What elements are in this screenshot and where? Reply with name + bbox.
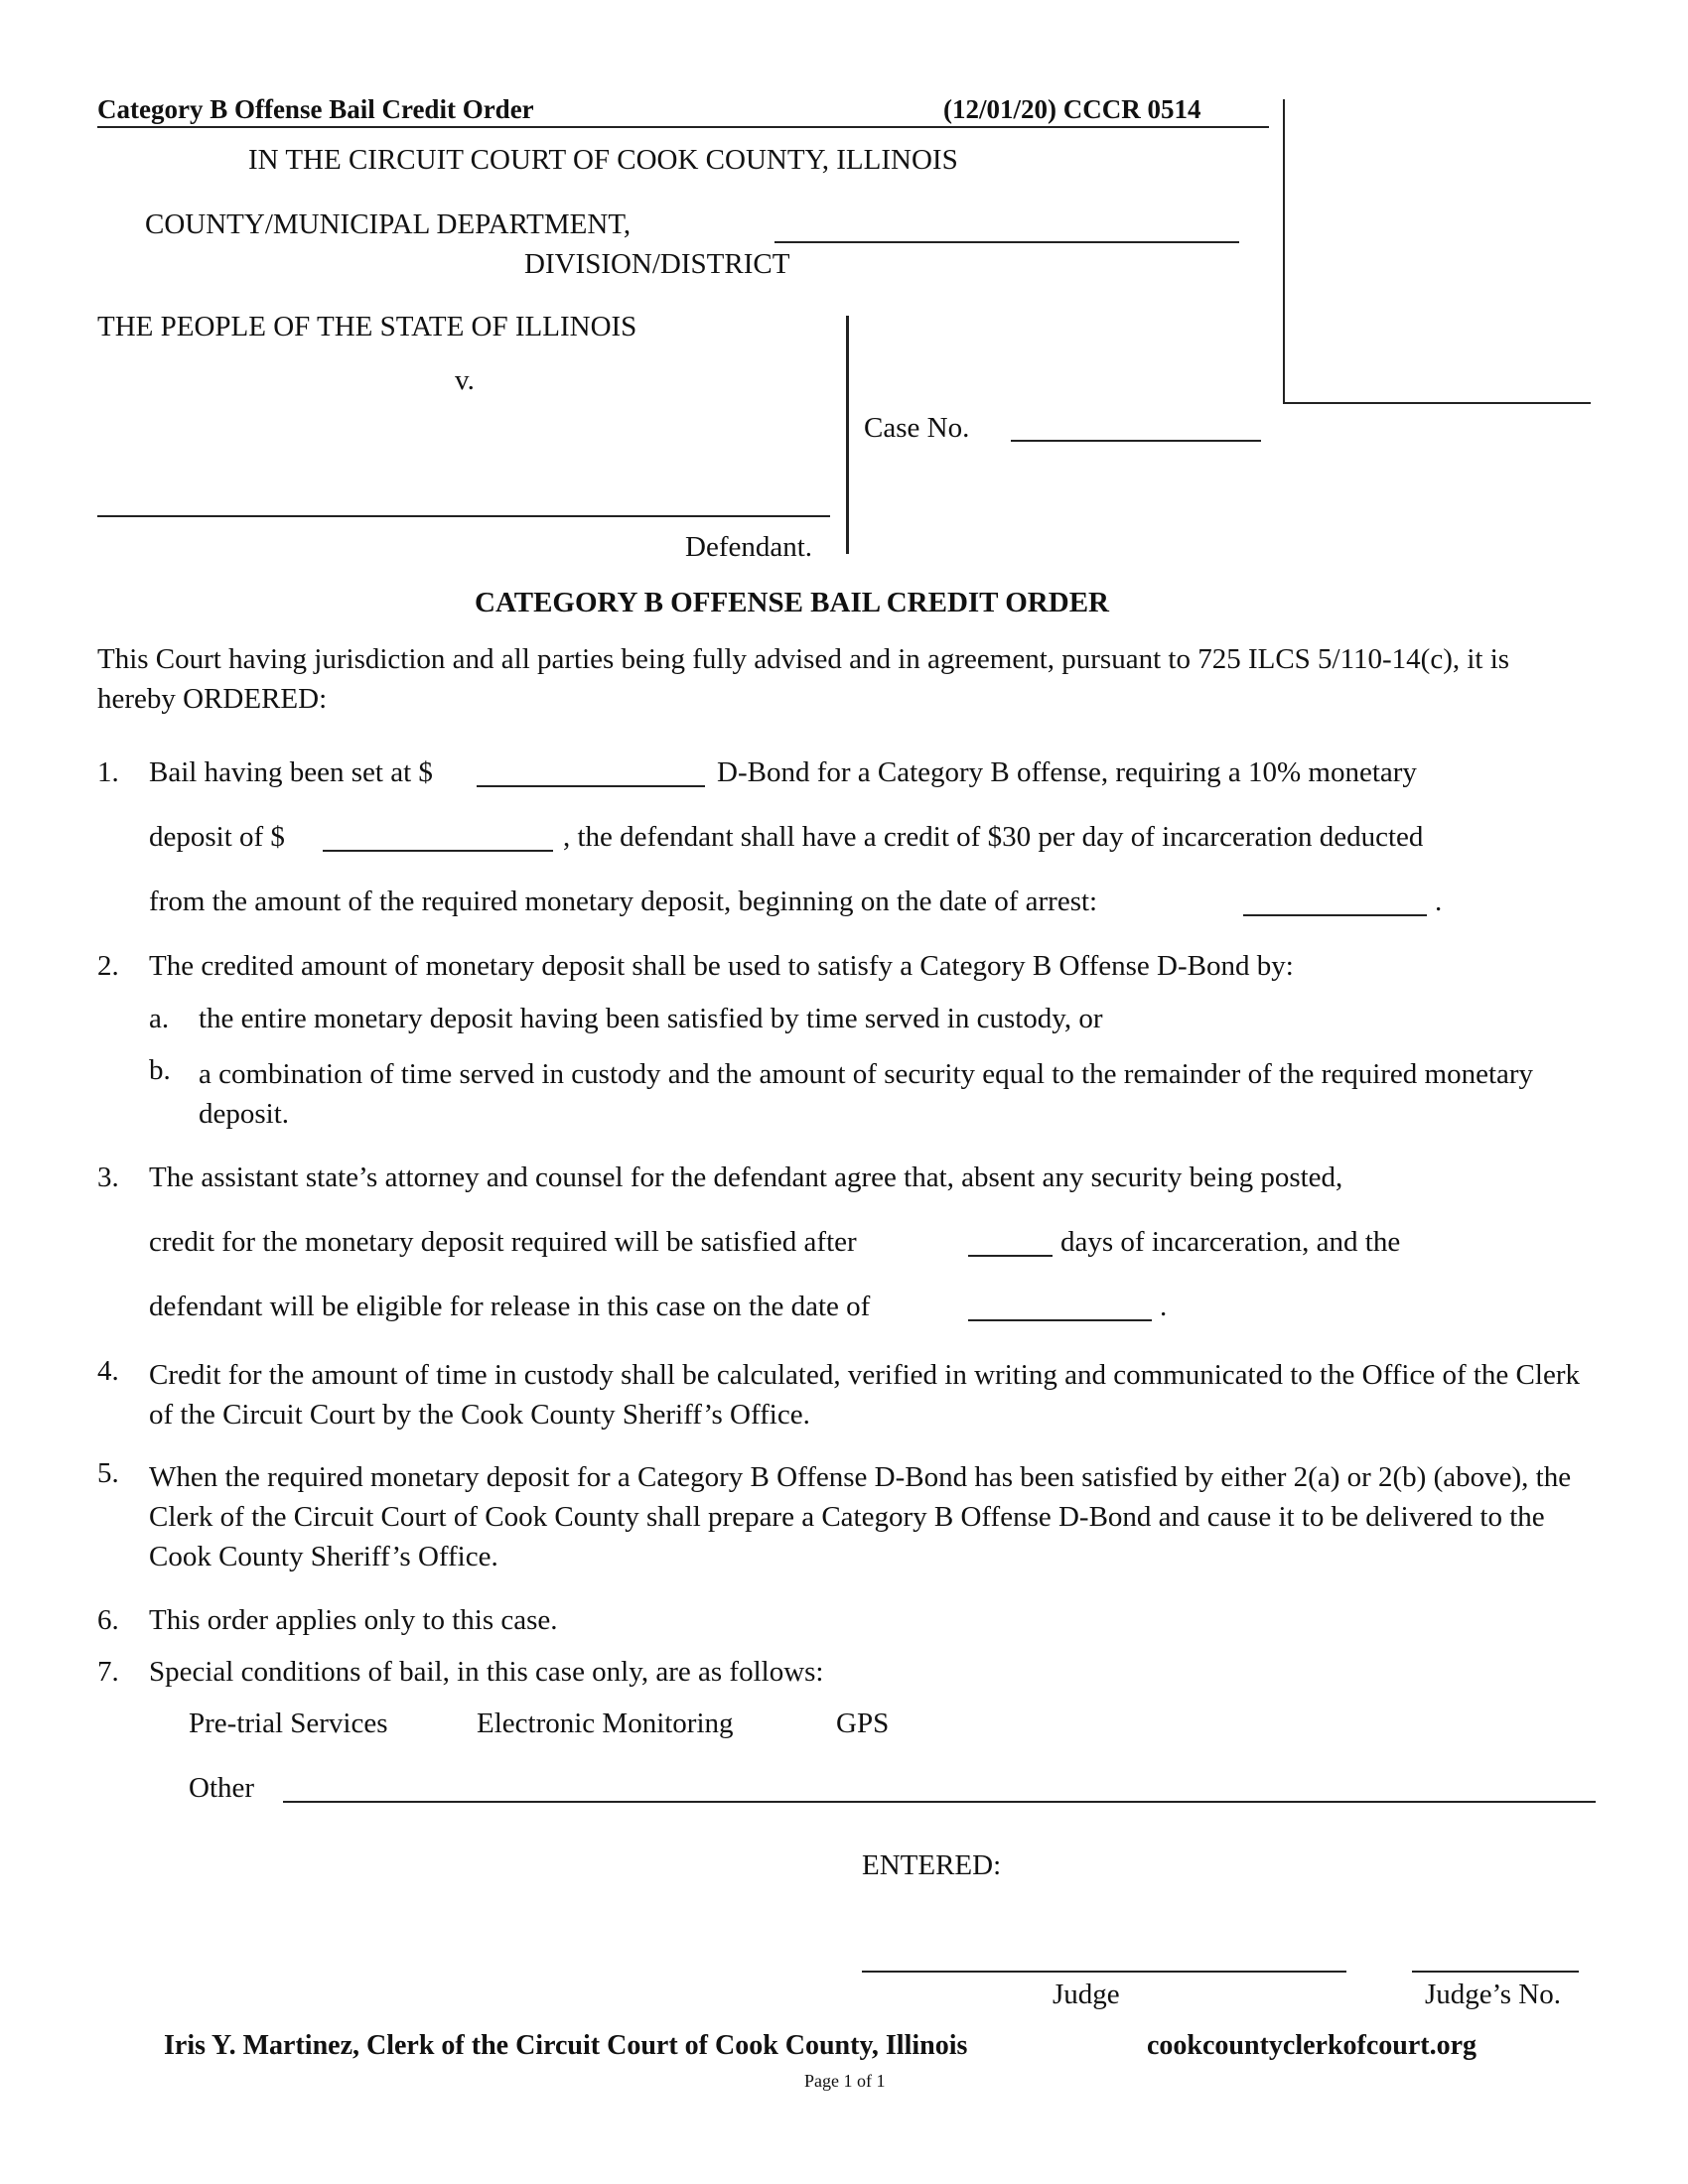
item-3-text-c: days of incarceration, and the [1060, 1226, 1401, 1258]
item-5-number: 5. [97, 1457, 119, 1489]
judge-number-field[interactable] [1412, 1971, 1579, 1973]
intro-paragraph: This Court having jurisdiction and all parties being fully advised and in agreement, pursuant to 725 ILCS 5/110-14(c), it is hereby ORDERED: [97, 643, 1510, 715]
versus-label: v. [455, 364, 475, 396]
item-1-text-b: D-Bond for a Category B offense, requiring a 10% monetary [717, 756, 1417, 788]
form-title: Category B Offense Bail Credit Order [97, 94, 534, 124]
bail-amount-field[interactable] [477, 785, 705, 787]
page-number: Page 1 of 1 [804, 2071, 886, 2091]
arrest-date-field[interactable] [1243, 914, 1427, 916]
item-1-text-d: , the defendant shall have a credit of $30 per day of incarceration deducted [563, 821, 1424, 853]
defendant-label: Defendant. [685, 531, 813, 563]
item-3-text-b: credit for the monetary deposit required will be satisfied after [149, 1226, 857, 1258]
item-1-text-c: deposit of $ [149, 821, 285, 853]
case-no-label: Case No. [864, 412, 970, 444]
item-2-number: 2. [97, 950, 119, 982]
case-no-field[interactable] [1011, 440, 1261, 442]
item-2a-label: a. [149, 1003, 170, 1034]
judge-signature-field[interactable] [862, 1971, 1346, 1973]
stamp-box-left-border [1283, 99, 1285, 402]
item-6-number: 6. [97, 1604, 119, 1636]
item-3-number: 3. [97, 1161, 119, 1193]
gps-option[interactable]: GPS [836, 1707, 890, 1739]
item-1-text-a: Bail having been set at $ [149, 756, 433, 788]
plaintiff-name: THE PEOPLE OF THE STATE OF ILLINOIS [97, 311, 637, 342]
defendant-name-field[interactable] [97, 515, 830, 517]
pretrial-services-option[interactable]: Pre-trial Services [189, 1707, 388, 1739]
item-7-number: 7. [97, 1656, 119, 1688]
item-1-text-e: from the amount of the required monetary deposit, beginning on the date of arrest: [149, 886, 1098, 917]
item-1-number: 1. [97, 756, 119, 788]
judge-number-label: Judge’s No. [1425, 1979, 1561, 2010]
footer-clerk: Iris Y. Martinez, Clerk of the Circuit Court of Cook County, Illinois [164, 2030, 968, 2061]
header-rule [97, 126, 1269, 128]
other-label: Other [189, 1772, 255, 1804]
entered-label: ENTERED: [862, 1849, 1002, 1881]
court-name: IN THE CIRCUIT COURT OF COOK COUNTY, ILLINOIS [248, 144, 958, 176]
item-4-number: 4. [97, 1355, 119, 1387]
order-title: CATEGORY B OFFENSE BAIL CREDIT ORDER [475, 587, 1109, 618]
item-2a-text: the entire monetary deposit having been satisfied by time served in custody, or [199, 1003, 1103, 1034]
item-2b-label: b. [149, 1054, 171, 1086]
item-1-period: . [1435, 886, 1443, 917]
footer-website[interactable]: cookcountyclerkofcourt.org [1147, 2030, 1477, 2061]
deposit-amount-field[interactable] [323, 850, 553, 852]
item-4-text: Credit for the amount of time in custody shall be calculated, verified in writing and communicated to the Office of the Clerk of the Circuit Court by the Cook County Sheriff’s Office. [149, 1359, 1580, 1431]
item-5-text: When the required monetary deposit for a Category B Offense D-Bond has been satisfied by either 2(a) or 2(b) (above), the Clerk of the Circuit Court of Cook County shall prepare a Category B Offense D-Bond and cause it to be delivered to the Cook County Sheriff’s Office. [149, 1461, 1572, 1572]
division-label: DIVISION/DISTRICT [524, 248, 790, 280]
item-6-text: This order applies only to this case. [149, 1604, 558, 1636]
days-field[interactable] [968, 1255, 1053, 1257]
form-code: (12/01/20) CCCR 0514 [943, 94, 1201, 124]
department-field[interactable] [774, 241, 1239, 243]
item-3-text-d: defendant will be eligible for release in this case on the date of [149, 1291, 871, 1322]
release-date-field[interactable] [968, 1319, 1152, 1321]
other-conditions-field[interactable] [283, 1801, 1596, 1803]
electronic-monitoring-option[interactable]: Electronic Monitoring [477, 1707, 734, 1739]
department-label: COUNTY/MUNICIPAL DEPARTMENT, [145, 208, 632, 240]
item-2-text: The credited amount of monetary deposit shall be used to satisfy a Category B Offense D-Bond by: [149, 950, 1294, 982]
caption-divider [846, 316, 849, 554]
item-7-text: Special conditions of bail, in this case only, are as follows: [149, 1656, 824, 1688]
item-3-text-a: The assistant state’s attorney and counsel for the defendant agree that, absent any security being posted, [149, 1161, 1343, 1193]
item-2b-text: a combination of time served in custody and the amount of security equal to the remainder of the required monetary deposit. [199, 1058, 1534, 1130]
judge-label: Judge [1053, 1979, 1120, 2010]
item-3-period: . [1160, 1291, 1168, 1322]
stamp-box-bottom-border [1283, 402, 1591, 404]
